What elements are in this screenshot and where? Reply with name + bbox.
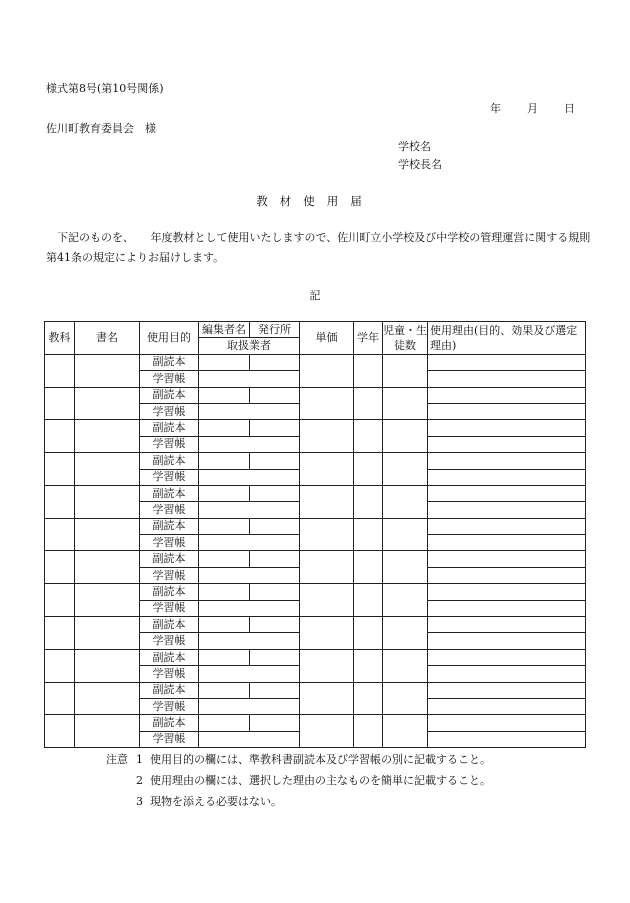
header-book-name: 書名 (75, 322, 140, 355)
cell-reason[interactable] (428, 617, 586, 633)
note-item-2 (106, 770, 491, 791)
cell-grade[interactable] (354, 420, 383, 453)
cell-publisher[interactable] (250, 584, 300, 600)
cell-purpose: 副読本 (140, 420, 199, 436)
cell-subject[interactable] (45, 584, 75, 617)
addressee: 佐川町教育委員会 様 (46, 122, 156, 135)
cell-book-name[interactable] (75, 617, 140, 650)
cell-editor[interactable] (199, 420, 250, 436)
cell-reason[interactable] (428, 403, 586, 419)
cell-purpose: 副読本 (140, 649, 199, 665)
cell-price[interactable] (300, 387, 354, 420)
note-number: 2 (136, 774, 143, 787)
note-text: 使用理由の欄には、選択した理由の主なものを簡単に記載すること。 (150, 774, 491, 787)
table-row (45, 715, 586, 731)
cell-grade[interactable] (354, 649, 383, 682)
cell-reason[interactable] (428, 715, 586, 731)
cell-editor[interactable] (199, 387, 250, 403)
header-purpose: 使用目的 (140, 322, 199, 355)
table-row (45, 354, 586, 370)
cell-handler[interactable] (199, 666, 300, 682)
cell-purpose: 学習帳 (140, 666, 199, 682)
cell-purpose: 副読本 (140, 584, 199, 600)
cell-reason[interactable] (428, 584, 586, 600)
cell-subject[interactable] (45, 485, 75, 518)
cell-purpose: 学習帳 (140, 698, 199, 714)
cell-grade[interactable] (354, 453, 383, 486)
cell-purpose: 学習帳 (140, 731, 199, 747)
cell-students[interactable] (383, 485, 428, 518)
cell-handler[interactable] (199, 535, 300, 551)
cell-reason[interactable] (428, 485, 586, 501)
cell-editor[interactable] (199, 649, 250, 665)
cell-editor[interactable] (199, 715, 250, 731)
cell-purpose: 学習帳 (140, 502, 199, 518)
cell-purpose: 副読本 (140, 682, 199, 698)
cell-grade[interactable] (354, 387, 383, 420)
form-number: 様式第8号(第10号関係) (46, 82, 164, 95)
header-publisher: 発行所 (250, 322, 300, 338)
body-sentence: 下記のものを、 年度教材として使用いたしますので、佐川町立小学校及び中学校の管理運営に関する規則第41条の規定によりお届けします。 (46, 231, 591, 264)
cell-reason[interactable] (428, 420, 586, 436)
cell-price[interactable] (300, 485, 354, 518)
cell-students[interactable] (383, 387, 428, 420)
date-year: 年 (490, 102, 501, 115)
cell-purpose: 学習帳 (140, 436, 199, 452)
cell-handler[interactable] (199, 731, 300, 747)
cell-reason[interactable] (428, 698, 586, 714)
cell-book-name[interactable] (75, 354, 140, 387)
cell-grade[interactable] (354, 584, 383, 617)
cell-purpose: 学習帳 (140, 371, 199, 387)
table-row (45, 485, 586, 501)
cell-reason[interactable] (428, 633, 586, 649)
table-row (45, 682, 586, 698)
cell-subject[interactable] (45, 354, 75, 387)
cell-reason[interactable] (428, 682, 586, 698)
cell-price[interactable] (300, 649, 354, 682)
cell-price[interactable] (300, 617, 354, 650)
cell-subject[interactable] (45, 518, 75, 551)
cell-purpose: 学習帳 (140, 600, 199, 616)
cell-reason[interactable] (428, 567, 586, 583)
cell-purpose: 学習帳 (140, 403, 199, 419)
cell-handler[interactable] (199, 403, 300, 419)
header-reason: 使用理由(目的、効果及び選定理由) (428, 322, 586, 355)
cell-subject[interactable] (45, 649, 75, 682)
cell-book-name[interactable] (75, 420, 140, 453)
cell-subject[interactable] (45, 453, 75, 486)
cell-purpose: 副読本 (140, 715, 199, 731)
table-row (45, 420, 586, 436)
cell-subject[interactable] (45, 617, 75, 650)
table-row (45, 584, 586, 600)
cell-students[interactable] (383, 682, 428, 715)
cell-price[interactable] (300, 354, 354, 387)
cell-book-name[interactable] (75, 649, 140, 682)
cell-students[interactable] (383, 617, 428, 650)
cell-handler[interactable] (199, 600, 300, 616)
cell-purpose: 副読本 (140, 485, 199, 501)
body-text (46, 228, 591, 268)
cell-purpose: 副読本 (140, 518, 199, 534)
principal-name-label: 学校長名 (398, 158, 442, 171)
cell-reason[interactable] (428, 371, 586, 387)
cell-publisher[interactable] (250, 485, 300, 501)
document-title: 教材使用届 (256, 194, 374, 208)
materials-table (44, 321, 586, 748)
cell-price[interactable] (300, 518, 354, 551)
cell-editor[interactable] (199, 551, 250, 567)
cell-subject[interactable] (45, 420, 75, 453)
cell-students[interactable] (383, 354, 428, 387)
cell-reason[interactable] (428, 453, 586, 469)
cell-reason[interactable] (428, 354, 586, 370)
note-item-3 (106, 791, 491, 812)
table-row (45, 551, 586, 567)
cell-editor[interactable] (199, 682, 250, 698)
table-row (45, 518, 586, 534)
cell-publisher[interactable] (250, 715, 300, 731)
cell-grade[interactable] (354, 485, 383, 518)
note-number: 3 (136, 795, 143, 808)
cell-grade[interactable] (354, 518, 383, 551)
note-item-1 (106, 749, 491, 770)
note-text: 使用目的の欄には、準教科書副読本及び学習帳の別に記載すること。 (150, 753, 491, 766)
cell-students[interactable] (383, 453, 428, 486)
cell-publisher[interactable] (250, 420, 300, 436)
cell-subject[interactable] (45, 682, 75, 715)
table-row (45, 649, 586, 665)
cell-publisher[interactable] (250, 354, 300, 370)
table-row (45, 453, 586, 469)
cell-handler[interactable] (199, 371, 300, 387)
cell-reason[interactable] (428, 387, 586, 403)
table-row (45, 387, 586, 403)
cell-subject[interactable] (45, 387, 75, 420)
cell-handler[interactable] (199, 633, 300, 649)
notes-label: 注意 (106, 753, 128, 766)
cell-book-name[interactable] (75, 453, 140, 486)
cell-purpose: 学習帳 (140, 567, 199, 583)
cell-grade[interactable] (354, 617, 383, 650)
cell-editor[interactable] (199, 485, 250, 501)
cell-grade[interactable] (354, 682, 383, 715)
cell-reason[interactable] (428, 502, 586, 518)
cell-purpose: 副読本 (140, 617, 199, 633)
table-body (45, 354, 586, 747)
cell-publisher[interactable] (250, 617, 300, 633)
cell-editor[interactable] (199, 453, 250, 469)
table-row (45, 617, 586, 633)
cell-price[interactable] (300, 551, 354, 584)
cell-price[interactable] (300, 715, 354, 748)
notes (106, 749, 491, 812)
cell-editor[interactable] (199, 518, 250, 534)
cell-reason[interactable] (428, 666, 586, 682)
cell-purpose: 副読本 (140, 354, 199, 370)
cell-editor[interactable] (199, 584, 250, 600)
cell-price[interactable] (300, 682, 354, 715)
cell-reason[interactable] (428, 600, 586, 616)
cell-reason[interactable] (428, 535, 586, 551)
cell-reason[interactable] (428, 731, 586, 747)
cell-publisher[interactable] (250, 551, 300, 567)
header-editor: 編集者名 (199, 322, 250, 338)
header-students: 児童・生徒数 (383, 322, 428, 355)
cell-price[interactable] (300, 420, 354, 453)
date-line (490, 100, 575, 116)
cell-book-name[interactable] (75, 485, 140, 518)
date-month: 月 (527, 102, 538, 115)
header-price: 単価 (300, 322, 354, 355)
cell-grade[interactable] (354, 715, 383, 748)
cell-handler[interactable] (199, 567, 300, 583)
cell-editor[interactable] (199, 617, 250, 633)
cell-publisher[interactable] (250, 387, 300, 403)
cell-book-name[interactable] (75, 518, 140, 551)
cell-handler[interactable] (199, 698, 300, 714)
cell-publisher[interactable] (250, 518, 300, 534)
cell-purpose: 学習帳 (140, 633, 199, 649)
cell-subject[interactable] (45, 715, 75, 748)
cell-handler[interactable] (199, 436, 300, 452)
cell-grade[interactable] (354, 551, 383, 584)
cell-students[interactable] (383, 420, 428, 453)
cell-reason[interactable] (428, 469, 586, 485)
cell-editor[interactable] (199, 354, 250, 370)
cell-purpose: 学習帳 (140, 469, 199, 485)
cell-students[interactable] (383, 715, 428, 748)
cell-purpose: 副読本 (140, 453, 199, 469)
cell-reason[interactable] (428, 436, 586, 452)
cell-reason[interactable] (428, 518, 586, 534)
cell-reason[interactable] (428, 551, 586, 567)
cell-students[interactable] (383, 649, 428, 682)
cell-students[interactable] (383, 584, 428, 617)
cell-book-name[interactable] (75, 551, 140, 584)
cell-price[interactable] (300, 584, 354, 617)
cell-price[interactable] (300, 453, 354, 486)
cell-purpose: 副読本 (140, 387, 199, 403)
cell-handler[interactable] (199, 502, 300, 518)
cell-publisher[interactable] (250, 649, 300, 665)
note-number: 1 (136, 753, 143, 766)
cell-purpose: 学習帳 (140, 535, 199, 551)
header-subject: 教科 (45, 322, 75, 355)
cell-book-name[interactable] (75, 584, 140, 617)
cell-purpose: 副読本 (140, 551, 199, 567)
cell-handler[interactable] (199, 469, 300, 485)
header-handler: 取扱業者 (199, 338, 300, 354)
header-grade: 学年 (354, 322, 383, 355)
cell-publisher[interactable] (250, 682, 300, 698)
ki-heading: 記 (309, 289, 321, 302)
note-text: 現物を添える必要はない。 (150, 795, 282, 808)
cell-publisher[interactable] (250, 453, 300, 469)
school-name-label: 学校名 (398, 140, 431, 153)
cell-book-name[interactable] (75, 387, 140, 420)
cell-reason[interactable] (428, 649, 586, 665)
date-day: 日 (564, 102, 575, 115)
cell-book-name[interactable] (75, 715, 140, 748)
cell-book-name[interactable] (75, 682, 140, 715)
cell-students[interactable] (383, 551, 428, 584)
cell-subject[interactable] (45, 551, 75, 584)
cell-grade[interactable] (354, 354, 383, 387)
cell-students[interactable] (383, 518, 428, 551)
